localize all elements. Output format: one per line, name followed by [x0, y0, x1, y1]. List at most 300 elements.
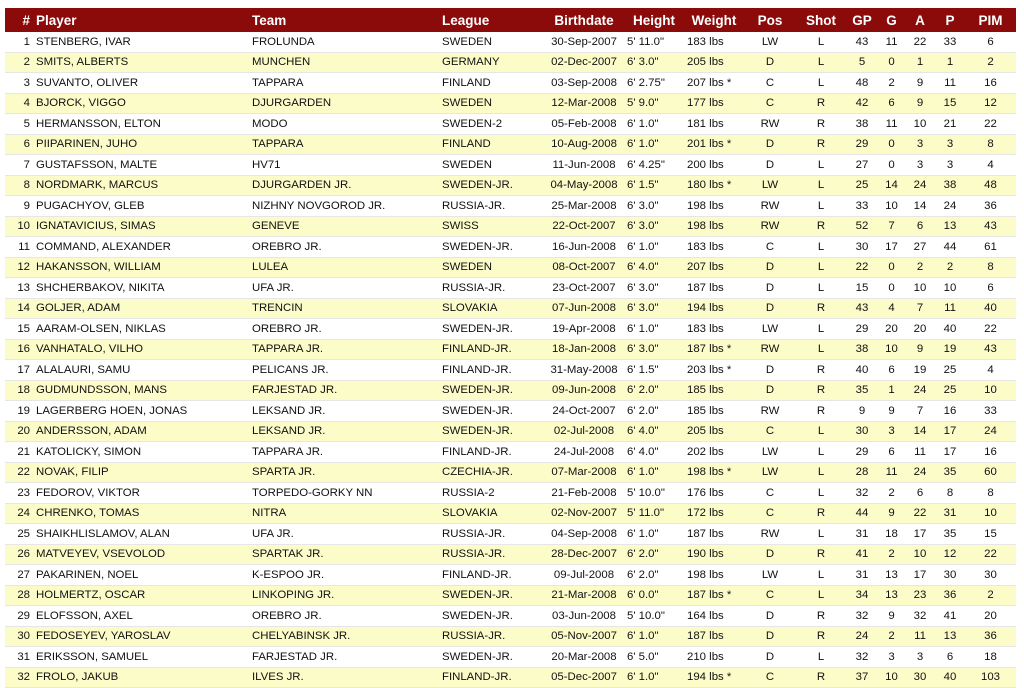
cell-a: 7	[905, 401, 935, 422]
table-row[interactable]	[5, 462, 1016, 483]
cell-player[interactable]: VANHATALO, VILHO	[33, 339, 249, 360]
cell-team: TORPEDO-GORKY NN	[249, 483, 439, 504]
cell-shot: L	[796, 196, 846, 217]
cell-pos: D	[744, 134, 796, 155]
cell-player[interactable]: SMITS, ALBERTS	[33, 52, 249, 73]
cell-pim: 10	[965, 380, 1016, 401]
cell-pim: 43	[965, 339, 1016, 360]
table-row[interactable]	[5, 565, 1016, 586]
cell-p: 30	[935, 565, 965, 586]
cell-pos: RW	[744, 524, 796, 545]
cell-weight: 198 lbs	[684, 216, 744, 237]
cell-league: SWEDEN-JR.	[439, 319, 544, 340]
cell-pos: D	[744, 360, 796, 381]
cell-pos: D	[744, 606, 796, 627]
column-header-league[interactable]: League	[439, 8, 544, 32]
cell-p: 17	[935, 442, 965, 463]
cell-shot: R	[796, 626, 846, 647]
cell-team: FARJESTAD JR.	[249, 647, 439, 668]
column-header-pim[interactable]: PIM	[965, 8, 1016, 32]
cell-g: 11	[878, 462, 905, 483]
column-header-a[interactable]: A	[905, 8, 935, 32]
cell-league: CZECHIA-JR.	[439, 462, 544, 483]
cell-pos: D	[744, 626, 796, 647]
table-row[interactable]	[5, 237, 1016, 258]
cell-weight: 205 lbs	[684, 52, 744, 73]
cell-team: OREBRO JR.	[249, 319, 439, 340]
cell-weight: 207 lbs *	[684, 73, 744, 94]
cell-birthdate: 08-Oct-2007	[544, 257, 624, 278]
cell-player[interactable]: GUDMUNDSSON, MANS	[33, 380, 249, 401]
cell-g: 0	[878, 155, 905, 176]
cell-shot: L	[796, 175, 846, 196]
cell-height: 6' 3.0"	[624, 216, 684, 237]
table-row[interactable]	[5, 380, 1016, 401]
cell-player[interactable]: SHAIKHLISLAMOV, ALAN	[33, 524, 249, 545]
cell-player[interactable]: PAKARINEN, NOEL	[33, 565, 249, 586]
cell-g: 10	[878, 339, 905, 360]
cell-pim: 24	[965, 421, 1016, 442]
cell-p: 38	[935, 175, 965, 196]
cell-shot: R	[796, 401, 846, 422]
column-header-rank[interactable]: #	[5, 8, 33, 32]
column-header-birthdate[interactable]: Birthdate	[544, 8, 624, 32]
cell-height: 6' 2.0"	[624, 380, 684, 401]
cell-league: SWEDEN-JR.	[439, 585, 544, 606]
cell-pos: C	[744, 483, 796, 504]
cell-weight: 164 lbs	[684, 606, 744, 627]
cell-p: 24	[935, 196, 965, 217]
cell-team: TRENCIN	[249, 298, 439, 319]
table-row[interactable]	[5, 647, 1016, 668]
cell-gp: 33	[846, 196, 878, 217]
cell-player[interactable]: CHRENKO, TOMAS	[33, 503, 249, 524]
cell-gp: 34	[846, 585, 878, 606]
cell-league: SLOVAKIA	[439, 298, 544, 319]
cell-pos: C	[744, 237, 796, 258]
cell-weight: 187 lbs	[684, 278, 744, 299]
cell-birthdate: 18-Jan-2008	[544, 339, 624, 360]
cell-shot: L	[796, 565, 846, 586]
cell-p: 40	[935, 667, 965, 688]
table-row[interactable]	[5, 73, 1016, 94]
cell-player[interactable]: SHCHERBAKOV, NIKITA	[33, 278, 249, 299]
cell-weight: 180 lbs *	[684, 175, 744, 196]
cell-height: 6' 2.75"	[624, 73, 684, 94]
table-row[interactable]	[5, 585, 1016, 606]
cell-p: 2	[935, 257, 965, 278]
cell-team: LINKOPING JR.	[249, 585, 439, 606]
cell-team: OREBRO JR.	[249, 606, 439, 627]
column-header-weight[interactable]: Weight	[684, 8, 744, 32]
cell-pim: 20	[965, 606, 1016, 627]
cell-g: 6	[878, 93, 905, 114]
cell-a: 10	[905, 114, 935, 135]
cell-pim: 15	[965, 524, 1016, 545]
cell-team: SPARTA JR.	[249, 462, 439, 483]
cell-height: 6' 1.0"	[624, 462, 684, 483]
cell-p: 8	[935, 483, 965, 504]
cell-weight: 207 lbs	[684, 257, 744, 278]
cell-gp: 48	[846, 73, 878, 94]
cell-birthdate: 02-Jul-2008	[544, 421, 624, 442]
cell-birthdate: 24-Jul-2008	[544, 442, 624, 463]
cell-gp: 42	[846, 93, 878, 114]
cell-gp: 38	[846, 339, 878, 360]
cell-rank: 12	[5, 257, 33, 278]
cell-weight: 194 lbs	[684, 298, 744, 319]
cell-rank: 17	[5, 360, 33, 381]
cell-weight: 210 lbs	[684, 647, 744, 668]
cell-pos: LW	[744, 462, 796, 483]
table-row[interactable]	[5, 667, 1016, 688]
cell-g: 2	[878, 73, 905, 94]
cell-player[interactable]: SUVANTO, OLIVER	[33, 73, 249, 94]
cell-a: 30	[905, 667, 935, 688]
cell-pim: 48	[965, 175, 1016, 196]
cell-team: MUNCHEN	[249, 52, 439, 73]
table-row[interactable]	[5, 339, 1016, 360]
cell-birthdate: 16-Jun-2008	[544, 237, 624, 258]
cell-rank: 29	[5, 606, 33, 627]
cell-p: 35	[935, 524, 965, 545]
column-header-team[interactable]: Team	[249, 8, 439, 32]
table-row[interactable]	[5, 52, 1016, 73]
cell-g: 10	[878, 667, 905, 688]
cell-a: 10	[905, 544, 935, 565]
cell-rank: 19	[5, 401, 33, 422]
cell-player[interactable]: HAKANSSON, WILLIAM	[33, 257, 249, 278]
cell-height: 6' 3.0"	[624, 278, 684, 299]
cell-height: 6' 1.5"	[624, 360, 684, 381]
cell-p: 10	[935, 278, 965, 299]
cell-birthdate: 05-Nov-2007	[544, 626, 624, 647]
cell-team: LULEA	[249, 257, 439, 278]
cell-league: SLOVAKIA	[439, 503, 544, 524]
cell-weight: 198 lbs	[684, 565, 744, 586]
table-row[interactable]	[5, 360, 1016, 381]
cell-p: 19	[935, 339, 965, 360]
cell-shot: L	[796, 257, 846, 278]
cell-g: 9	[878, 401, 905, 422]
cell-player[interactable]: NOVAK, FILIP	[33, 462, 249, 483]
cell-gp: 43	[846, 32, 878, 52]
cell-player[interactable]: MATVEYEV, VSEVOLOD	[33, 544, 249, 565]
cell-shot: L	[796, 647, 846, 668]
cell-league: RUSSIA-JR.	[439, 524, 544, 545]
cell-league: SWEDEN-JR.	[439, 647, 544, 668]
cell-a: 3	[905, 647, 935, 668]
table-row[interactable]	[5, 626, 1016, 647]
cell-gp: 37	[846, 667, 878, 688]
cell-shot: R	[796, 503, 846, 524]
cell-player[interactable]: KATOLICKY, SIMON	[33, 442, 249, 463]
cell-weight: 190 lbs	[684, 544, 744, 565]
cell-league: FINLAND	[439, 73, 544, 94]
cell-league: SWEDEN	[439, 257, 544, 278]
table-row[interactable]	[5, 606, 1016, 627]
cell-rank: 21	[5, 442, 33, 463]
cell-pos: D	[744, 380, 796, 401]
cell-pos: RW	[744, 114, 796, 135]
cell-pim: 33	[965, 401, 1016, 422]
cell-p: 3	[935, 155, 965, 176]
cell-player[interactable]: NORDMARK, MARCUS	[33, 175, 249, 196]
cell-league: FINLAND-JR.	[439, 360, 544, 381]
cell-g: 0	[878, 134, 905, 155]
cell-gp: 40	[846, 360, 878, 381]
cell-league: SWISS	[439, 216, 544, 237]
column-header-gp[interactable]: GP	[846, 8, 878, 32]
cell-pim: 40	[965, 298, 1016, 319]
cell-rank: 26	[5, 544, 33, 565]
cell-league: RUSSIA-JR.	[439, 544, 544, 565]
cell-height: 6' 3.0"	[624, 52, 684, 73]
cell-player[interactable]: IGNATAVICIUS, SIMAS	[33, 216, 249, 237]
cell-birthdate: 04-Sep-2008	[544, 524, 624, 545]
table-row[interactable]	[5, 114, 1016, 135]
cell-g: 3	[878, 647, 905, 668]
cell-player[interactable]: HOLMERTZ, OSCAR	[33, 585, 249, 606]
cell-a: 11	[905, 626, 935, 647]
cell-pos: C	[744, 667, 796, 688]
cell-birthdate: 11-Jun-2008	[544, 155, 624, 176]
cell-league: SWEDEN-JR.	[439, 175, 544, 196]
cell-league: SWEDEN-2	[439, 114, 544, 135]
cell-rank: 13	[5, 278, 33, 299]
cell-pos: C	[744, 93, 796, 114]
cell-birthdate: 19-Apr-2008	[544, 319, 624, 340]
cell-rank: 1	[5, 32, 33, 52]
cell-player[interactable]: ELOFSSON, AXEL	[33, 606, 249, 627]
table-row[interactable]	[5, 298, 1016, 319]
cell-g: 13	[878, 565, 905, 586]
cell-birthdate: 20-Mar-2008	[544, 647, 624, 668]
cell-league: RUSSIA-JR.	[439, 278, 544, 299]
cell-team: OREBRO JR.	[249, 237, 439, 258]
cell-birthdate: 25-Mar-2008	[544, 196, 624, 217]
cell-a: 22	[905, 32, 935, 52]
cell-height: 6' 1.0"	[624, 667, 684, 688]
cell-rank: 32	[5, 667, 33, 688]
cell-pim: 8	[965, 257, 1016, 278]
table-row[interactable]	[5, 442, 1016, 463]
cell-team: FARJESTAD JR.	[249, 380, 439, 401]
cell-player[interactable]: ALALAURI, SAMU	[33, 360, 249, 381]
cell-p: 40	[935, 319, 965, 340]
cell-weight: 176 lbs	[684, 483, 744, 504]
cell-rank: 20	[5, 421, 33, 442]
cell-birthdate: 04-May-2008	[544, 175, 624, 196]
cell-birthdate: 03-Sep-2008	[544, 73, 624, 94]
cell-a: 1	[905, 52, 935, 73]
table-row[interactable]	[5, 196, 1016, 217]
column-header-g[interactable]: G	[878, 8, 905, 32]
cell-player[interactable]: BJORCK, VIGGO	[33, 93, 249, 114]
table-row[interactable]	[5, 503, 1016, 524]
table-row[interactable]	[5, 421, 1016, 442]
cell-pim: 22	[965, 319, 1016, 340]
cell-g: 14	[878, 175, 905, 196]
table-row[interactable]	[5, 155, 1016, 176]
cell-rank: 11	[5, 237, 33, 258]
cell-pim: 2	[965, 585, 1016, 606]
cell-rank: 23	[5, 483, 33, 504]
table-row[interactable]	[5, 524, 1016, 545]
cell-team: HV71	[249, 155, 439, 176]
cell-league: FINLAND-JR.	[439, 667, 544, 688]
cell-player[interactable]: FEDOSEYEV, YAROSLAV	[33, 626, 249, 647]
cell-shot: L	[796, 319, 846, 340]
cell-p: 17	[935, 421, 965, 442]
table-row[interactable]	[5, 319, 1016, 340]
cell-player[interactable]: FROLO, JAKUB	[33, 667, 249, 688]
cell-pim: 10	[965, 503, 1016, 524]
cell-g: 6	[878, 442, 905, 463]
cell-birthdate: 31-May-2008	[544, 360, 624, 381]
cell-shot: R	[796, 380, 846, 401]
cell-pim: 43	[965, 216, 1016, 237]
cell-a: 2	[905, 257, 935, 278]
cell-player[interactable]: PIIPARINEN, JUHO	[33, 134, 249, 155]
cell-team: K-ESPOO JR.	[249, 565, 439, 586]
cell-pim: 60	[965, 462, 1016, 483]
cell-height: 6' 4.0"	[624, 257, 684, 278]
cell-a: 10	[905, 278, 935, 299]
cell-gp: 41	[846, 544, 878, 565]
cell-weight: 203 lbs *	[684, 360, 744, 381]
cell-height: 6' 1.0"	[624, 626, 684, 647]
cell-player[interactable]: HERMANSSON, ELTON	[33, 114, 249, 135]
cell-rank: 28	[5, 585, 33, 606]
cell-height: 6' 4.0"	[624, 421, 684, 442]
cell-shot: R	[796, 93, 846, 114]
cell-height: 6' 2.0"	[624, 544, 684, 565]
table-row[interactable]	[5, 401, 1016, 422]
cell-weight: 187 lbs *	[684, 339, 744, 360]
table-row[interactable]	[5, 483, 1016, 504]
cell-shot: L	[796, 278, 846, 299]
table-body	[5, 32, 1016, 688]
cell-height: 6' 2.0"	[624, 565, 684, 586]
cell-player[interactable]: PUGACHYOV, GLEB	[33, 196, 249, 217]
cell-player[interactable]: GOLJER, ADAM	[33, 298, 249, 319]
cell-height: 6' 1.0"	[624, 524, 684, 545]
cell-p: 31	[935, 503, 965, 524]
cell-a: 9	[905, 73, 935, 94]
cell-g: 3	[878, 421, 905, 442]
cell-player[interactable]: ERIKSSON, SAMUEL	[33, 647, 249, 668]
cell-league: FINLAND	[439, 134, 544, 155]
cell-weight: 187 lbs *	[684, 585, 744, 606]
cell-birthdate: 05-Feb-2008	[544, 114, 624, 135]
cell-birthdate: 10-Aug-2008	[544, 134, 624, 155]
cell-league: RUSSIA-JR.	[439, 196, 544, 217]
cell-player[interactable]: FEDOROV, VIKTOR	[33, 483, 249, 504]
cell-league: SWEDEN-JR.	[439, 237, 544, 258]
table-row[interactable]	[5, 257, 1016, 278]
cell-rank: 31	[5, 647, 33, 668]
cell-shot: L	[796, 421, 846, 442]
cell-a: 17	[905, 524, 935, 545]
cell-pim: 8	[965, 483, 1016, 504]
cell-pim: 16	[965, 73, 1016, 94]
cell-gp: 27	[846, 155, 878, 176]
cell-g: 4	[878, 298, 905, 319]
cell-weight: 185 lbs	[684, 380, 744, 401]
cell-league: FINLAND-JR.	[439, 442, 544, 463]
cell-height: 6' 1.0"	[624, 319, 684, 340]
cell-shot: R	[796, 114, 846, 135]
cell-shot: L	[796, 32, 846, 52]
cell-player[interactable]: ANDERSSON, ADAM	[33, 421, 249, 442]
table-header-row	[5, 8, 1016, 32]
cell-g: 0	[878, 257, 905, 278]
cell-player[interactable]: STENBERG, IVAR	[33, 32, 249, 52]
column-header-height[interactable]: Height	[624, 8, 684, 32]
table-row[interactable]	[5, 216, 1016, 237]
table-row[interactable]	[5, 175, 1016, 196]
cell-shot: R	[796, 667, 846, 688]
cell-team: LEKSAND JR.	[249, 421, 439, 442]
cell-a: 9	[905, 339, 935, 360]
table-row[interactable]	[5, 134, 1016, 155]
cell-g: 7	[878, 216, 905, 237]
cell-weight: 187 lbs	[684, 626, 744, 647]
cell-player[interactable]: GUSTAFSSON, MALTE	[33, 155, 249, 176]
cell-team: PELICANS JR.	[249, 360, 439, 381]
cell-weight: 183 lbs	[684, 237, 744, 258]
column-header-pos[interactable]: Pos	[744, 8, 796, 32]
cell-g: 2	[878, 483, 905, 504]
cell-rank: 8	[5, 175, 33, 196]
cell-rank: 5	[5, 114, 33, 135]
column-header-p[interactable]: P	[935, 8, 965, 32]
cell-gp: 52	[846, 216, 878, 237]
column-header-player[interactable]: Player	[33, 8, 249, 32]
cell-gp: 5	[846, 52, 878, 73]
cell-pos: C	[744, 421, 796, 442]
cell-a: 20	[905, 319, 935, 340]
table-row[interactable]	[5, 278, 1016, 299]
cell-team: CHELYABINSK JR.	[249, 626, 439, 647]
cell-gp: 32	[846, 606, 878, 627]
column-header-shot[interactable]: Shot	[796, 8, 846, 32]
cell-player[interactable]: LAGERBERG HOEN, JONAS	[33, 401, 249, 422]
table-row[interactable]	[5, 544, 1016, 565]
cell-shot: L	[796, 483, 846, 504]
table-row[interactable]	[5, 93, 1016, 114]
cell-gp: 22	[846, 257, 878, 278]
cell-g: 1	[878, 380, 905, 401]
cell-player[interactable]: AARAM-OLSEN, NIKLAS	[33, 319, 249, 340]
cell-player[interactable]: COMMAND, ALEXANDER	[33, 237, 249, 258]
cell-weight: 183 lbs	[684, 319, 744, 340]
cell-gp: 29	[846, 134, 878, 155]
cell-height: 6' 3.0"	[624, 339, 684, 360]
cell-p: 33	[935, 32, 965, 52]
cell-weight: 172 lbs	[684, 503, 744, 524]
cell-a: 24	[905, 380, 935, 401]
cell-gp: 31	[846, 524, 878, 545]
cell-weight: 198 lbs *	[684, 462, 744, 483]
cell-league: SWEDEN-JR.	[439, 380, 544, 401]
table-row[interactable]	[5, 32, 1016, 52]
cell-gp: 35	[846, 380, 878, 401]
cell-a: 14	[905, 421, 935, 442]
cell-p: 13	[935, 216, 965, 237]
cell-height: 6' 2.0"	[624, 401, 684, 422]
